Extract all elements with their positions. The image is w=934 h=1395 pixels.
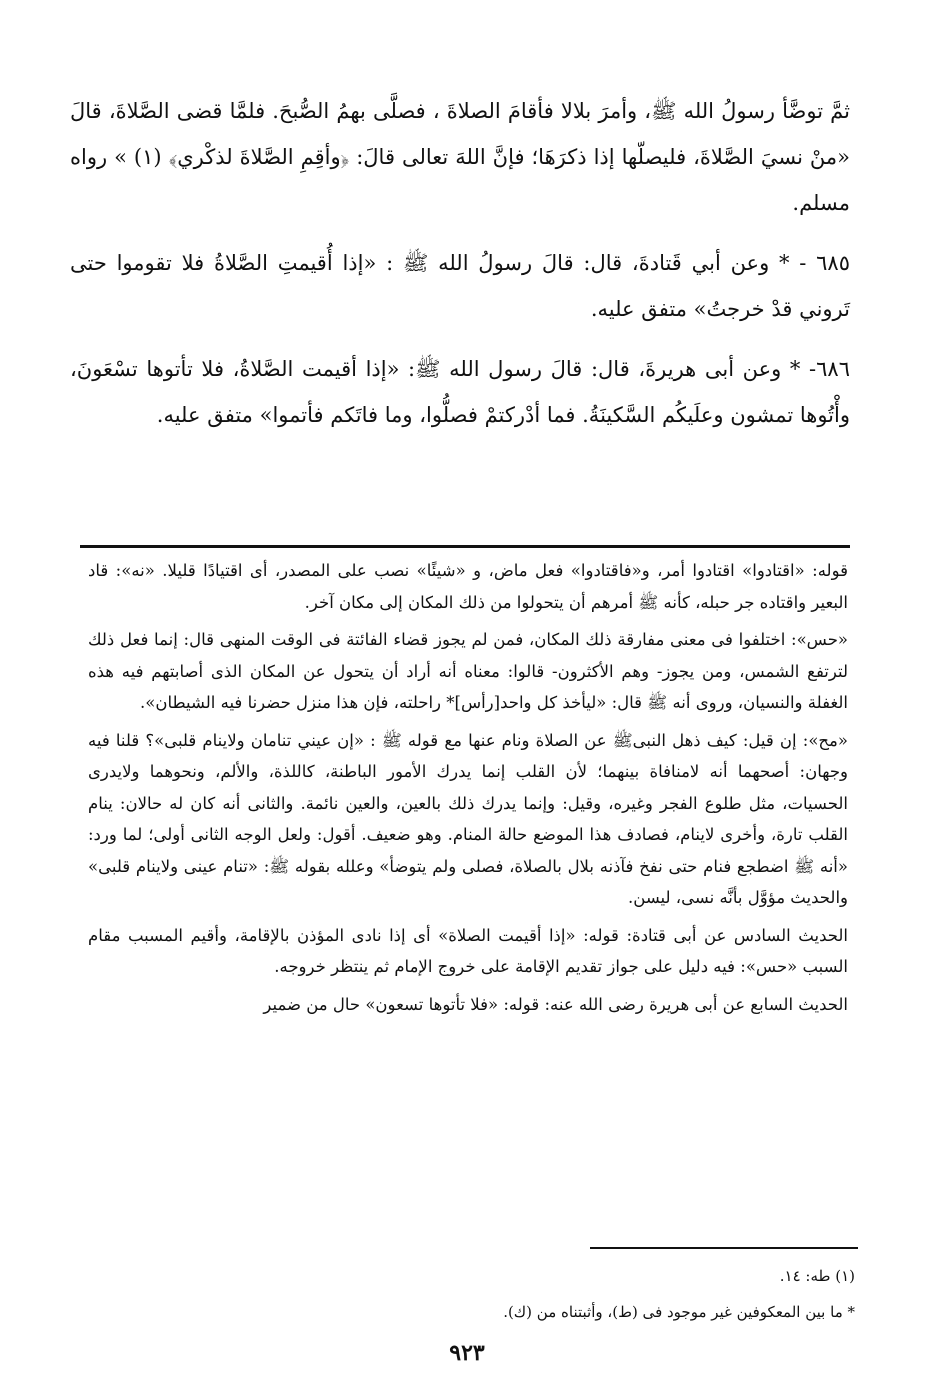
footnote-divider [590,1247,858,1249]
footnotes [300,1258,855,1330]
section-divider [80,545,850,548]
footnote: * ما بين المعكوفين غير موجود فى (ط)، وأثبتناه من (ك). [503,1303,855,1321]
footnote: (١) طه: ١٤. [779,1267,855,1285]
commentary-paragraph: «حس»: اختلفوا فى معنى مفارقة ذلك المكان، فمن لم يجوز قضاء الفائتة فى الوقت المنهى قال: إنما فعل ذلك لترتفع الشمس، ومن يجوز- وهم الأكثرون- قالوا: معناه أنه أراد أن يتحول عن المكان الذى أصابتهم فيه هذه الغفلة والنسيان، وروى أنه ﷺ قال: «ليأخذ كل واحد[رأس]* راحلته، فإن هذا منزل حضرنا فيه الشيطان». [88,630,848,712]
hadith-paragraph: ٦٨٥ - * وعن أبي قَتادةَ، قال: قالَ رسولُ الله ﷺ : «إذا أُقيمتِ الصَّلاةُ فلا تقوموا حتى تَروني قدْ خرجتُ» متفق عليه. [70,251,850,321]
commentary-paragraph: الحديث السابع عن أبى هريرة رضى الله عنه: قوله: «فلا تأتوها تسعون» حال من ضمير [263,994,848,1014]
commentary-paragraph: الحديث السادس عن أبى قتادة: قوله: «إذا أقيمت الصلاة» أى إذا نادى المؤذن بالإقامة، وأقيم المسبب مقام السبب «حس»: فيه دليل على جواز تقديم الإقامة على خروج الإمام ثم ينتظر خروجه. [88,925,848,976]
commentary-paragraph: «مح»: إن قيل: كيف ذهل النبىﷺ عن الصلاة ونام عنها مع قوله ﷺ : «إن عيني تنامان ولاينام قلبى»؟ قلنا فيه وجهان: أصحهما أنه لامنافاة بينهما؛ لأن القلب إنما يدرك الأمور الباطنة، كاللذة، والألم، ونحوهما ولايدرى الحسيات، مثل طلوع الفجر وغيره، وقيل: وإنما يدرك ذلك بالعين، والعين نائمة. والثانى أنه كان له حالان: ينام القلب تارة، وأخرى لاينام، فصادف هذا الموضع حالة المنام. وهو ضعيف. أقول: ولعل الوجه الثانى أولى؛ لما ورد: «أنه ﷺ اضطجع فنام حتى نفخ فآذنه بلال بالصلاة، فصلى ولم يتوضأ» وعلله بقوله ﷺ: «تنام عينى ولاينام قلبى» والحديث مؤوَّل بأنَّه نسى، ليسن. [88,730,848,907]
commentary-section [88,555,848,1020]
page-number: ٩٢٣ [449,1340,485,1366]
hadith-paragraph: ٦٨٦- * وعن أبى هريرةَ، قال: قالَ رسول الله ﷺ: «إذا أقيمت الصَّلاةُ، فلا تأتوها تسْعَونَ، وأْتُوها تمشون وعلَيكُم السَّكينَةُ. فما أدْركتمْ فصلُّوا، وما فاتَكم فأتموا» متفق عليه. [70,357,850,427]
hadith-paragraph: ثمَّ توضَّأ رسولُ الله ﷺ، وأمرَ بلالا فأقامَ الصلاةَ ، فصلَّى بهمُ الصُّبحَ. فلمَّا قضى الصَّلاةَ، قالَ «منْ نسيَ الصَّلاةَ، فليصلّها إذا ذكرَهَا؛ فإنَّ اللهَ تعالى قالَ: ﴿وأقِمِ الصَّلاةَ لذكْري﴾ (١) » رواه مسلم. [70,99,851,215]
main-hadith-text [70,88,850,438]
commentary-paragraph: قوله: «اقتادوا» اقتادوا أمر، و«فاقتادوا» فعل ماض، و «شيئًا» نصب على المصدر، أى اقتيادًا قليلا. «نه»: قاد البعير واقتاده جر حبله، كأنه ﷺ أمرهم أن يتحولوا من ذلك المكان إلى مكان آخر. [88,561,848,612]
